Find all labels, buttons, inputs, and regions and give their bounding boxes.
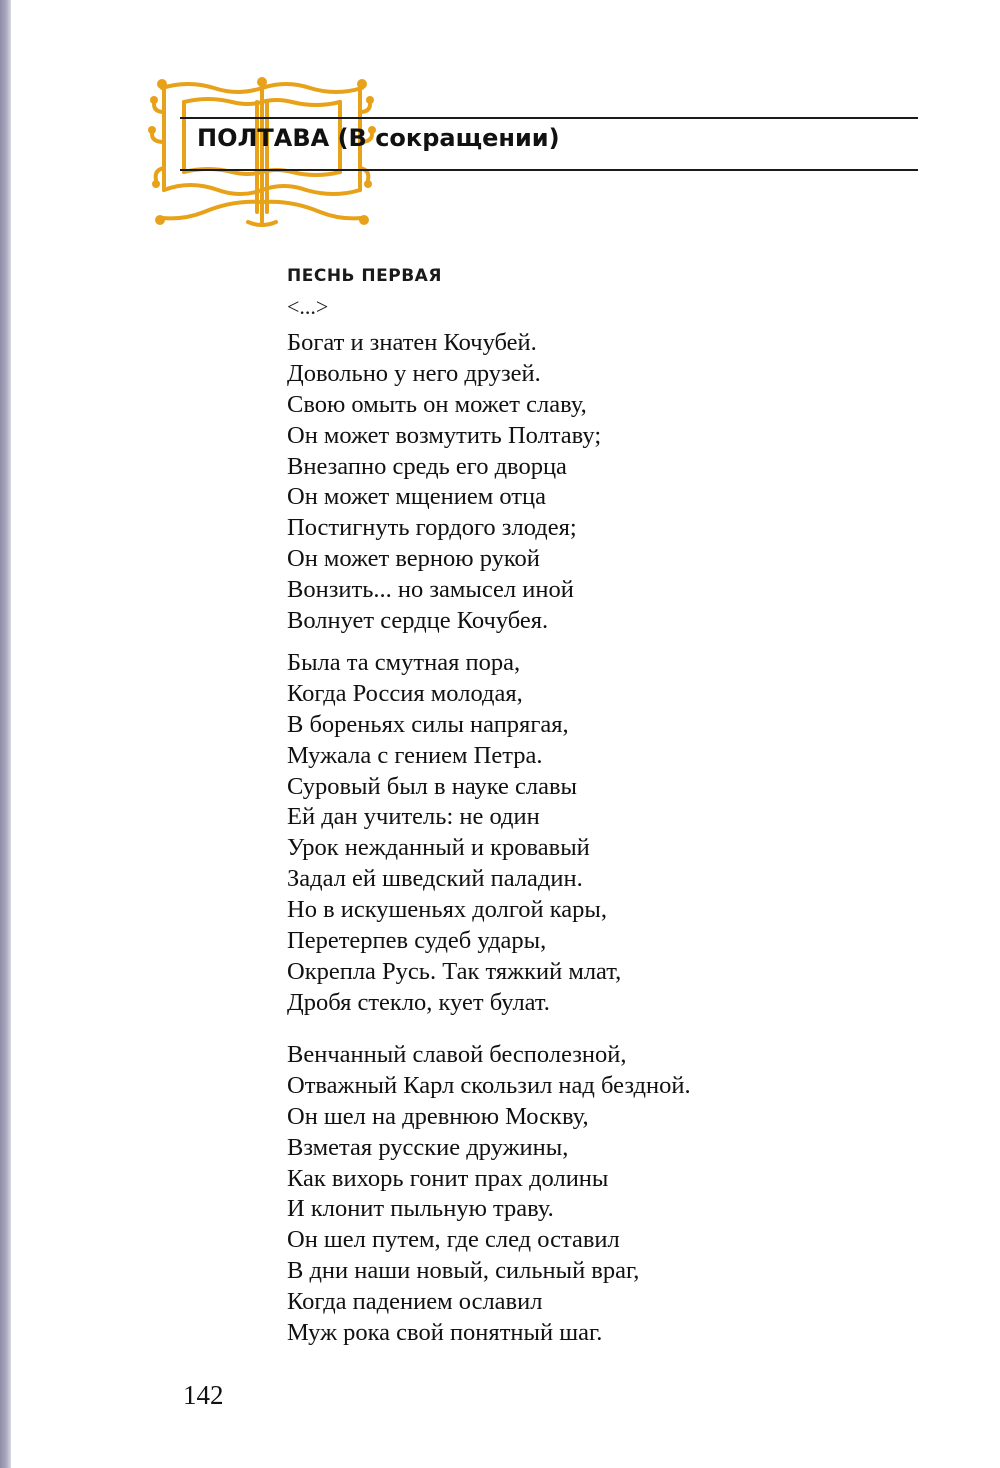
verse-line: Задал ей шведский паладин. [287, 865, 583, 893]
verse-line: Венчанный славой бесполезной, [287, 1041, 627, 1068]
verse-line: Он шел путем, где след оставил [287, 1226, 620, 1254]
omission-mark: <...> [287, 294, 329, 319]
verse-line: Богат и знатен Кочубей. [287, 329, 537, 356]
verse-line: Дробя стекло, кует булат. [287, 988, 550, 1016]
verse-line: Ей дан учитель: не один [287, 803, 540, 831]
verse-line: Когда Россия молодая, [287, 679, 523, 707]
verse-line: В дни наши новый, сильный враг, [287, 1257, 640, 1285]
verse-line: Но в искушеньях долгой кары, [287, 896, 608, 924]
verse-line: Муж рока свой понятный шаг. [287, 1319, 603, 1347]
header-rule-bottom [180, 169, 918, 171]
verse-line: Внезапно средь его дворца [287, 452, 567, 480]
verse-line: Как вихорь гонит прах долины [287, 1164, 609, 1192]
verse-line: Свою омыть он может славу, [287, 390, 587, 418]
verse-line: Суровый был в науке славы [287, 772, 578, 800]
verse-line: И клонит пыльную траву. [287, 1195, 554, 1223]
verse-line: Перетерпев судеб удары, [287, 927, 547, 955]
verse-line: Урок нежданный и кровавый [287, 834, 590, 862]
verse-line: Окрепла Русь. Так тяжкий млат, [287, 957, 622, 985]
verse-line: Мужала с гением Петра. [287, 741, 543, 769]
header-rule-top [180, 117, 918, 119]
verse-line: Он шел на древнюю Москву, [287, 1102, 589, 1130]
verse-line: Довольно у него друзей. [287, 359, 541, 387]
verse-line: Была та смутная пора, [287, 649, 521, 676]
verse-line: В бореньях силы напрягая, [287, 710, 569, 738]
verse-line: Вонзить... но замысел иной [287, 576, 574, 604]
verse-line: Взметая русские дружины, [287, 1133, 569, 1161]
verse-line: Постигнуть гордого злодея; [287, 514, 577, 542]
page-number: 142 [183, 1380, 224, 1410]
page-title: ПОЛТАВА (В сокращении) [197, 124, 560, 152]
section-heading: ПЕСНЬ ПЕРВАЯ [287, 266, 442, 286]
verse-line: Он может возмутить Полтаву; [287, 421, 602, 449]
verse-line: Волнует сердце Кочубея. [287, 607, 549, 635]
verse-line: Он может мщением отца [287, 483, 546, 511]
verse-line: Когда падением ославил [287, 1288, 543, 1316]
page-edge-shadow [0, 0, 11, 1468]
stanza [287, 328, 601, 637]
open-book-icon [148, 72, 376, 232]
stanza [287, 648, 621, 1019]
verse-line: Он может верною рукой [287, 545, 540, 573]
verse-line: Отважный Карл скользил над бездной. [287, 1071, 691, 1099]
stanza [287, 1040, 691, 1349]
